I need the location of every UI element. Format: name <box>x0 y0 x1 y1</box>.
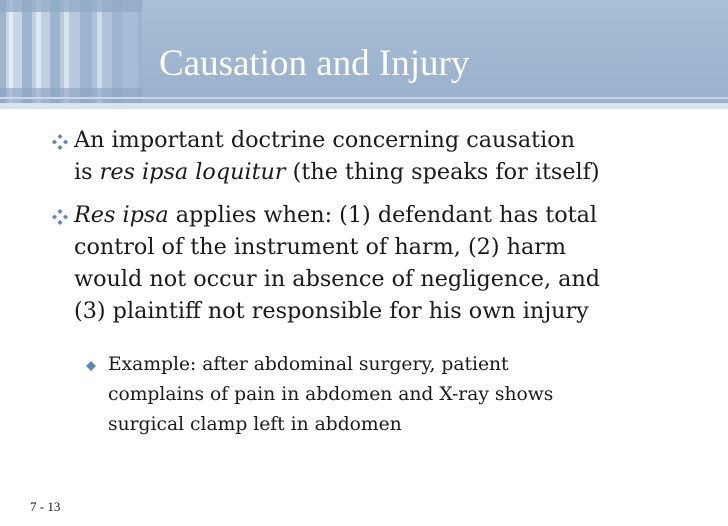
bullet-line: An important doctrine concerning causation <box>74 127 575 153</box>
bullet-item <box>38 199 698 327</box>
diamond-quad-icon <box>52 134 68 150</box>
sub-bullet-line: surgical clamp left in abdomen <box>108 414 402 435</box>
bullet-line: control of the instrument of harm, (2) harm <box>74 234 567 260</box>
bullet-line: (3) plaintiff not responsible for his own injury <box>74 298 589 324</box>
header-underline <box>0 103 728 109</box>
slide-title: Causation and Injury <box>159 43 470 84</box>
sub-bullet-line: Example: after abdominal surgery, patient <box>108 354 509 375</box>
bullet-line: would not occur in absence of negligence, and <box>74 266 601 292</box>
bullet-line: Res ipsa applies when: (1) defendant has total <box>74 202 598 228</box>
diamond-quad-icon <box>52 209 68 225</box>
bullet-item <box>38 124 698 188</box>
bullet-line: is res ipsa loquitur (the thing speaks for itself) <box>74 159 600 185</box>
sub-bullet-line: complains of pain in abdomen and X-ray shows <box>108 384 554 405</box>
diamond-icon <box>86 361 96 371</box>
sub-bullet-item <box>74 350 684 440</box>
slide-number: 7 - 13 <box>30 499 61 514</box>
legal-term: Res ipsa <box>74 202 169 228</box>
header-column-image <box>0 0 142 103</box>
legal-term: res ipsa loquitur <box>99 159 286 185</box>
header-rule <box>0 97 728 99</box>
